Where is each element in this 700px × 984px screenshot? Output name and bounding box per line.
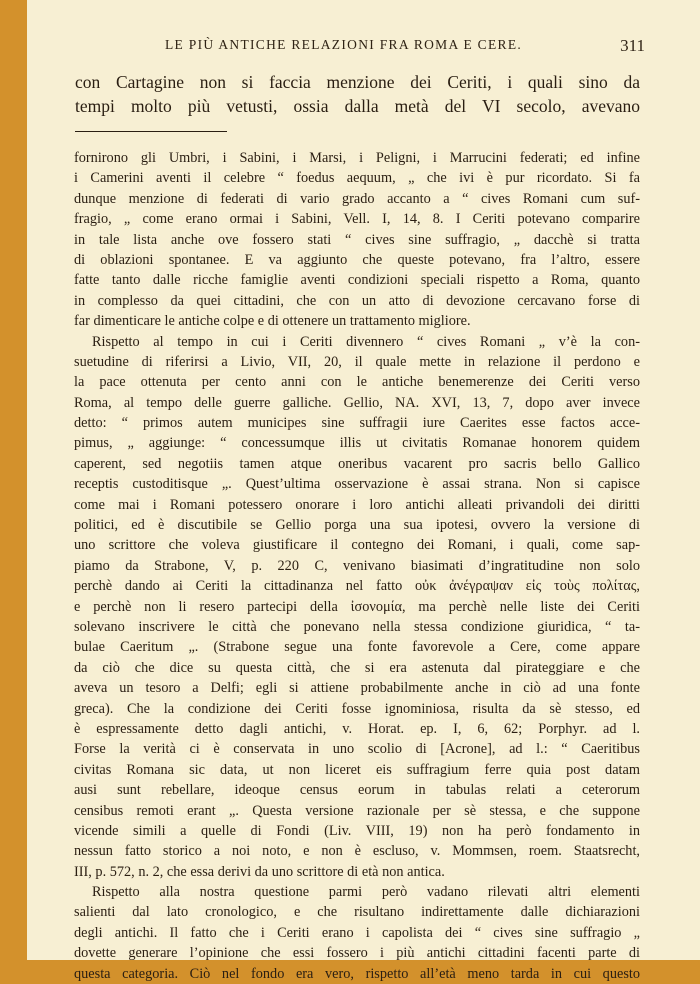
footnote-line: e perchè non li resero partecipi della ἰσονομία, ma perchè nelle liste dei Ceriti [74,598,640,615]
main-text-line: con Cartagine non si faccia menzione dei Ceriti, i quali sino da [75,72,640,92]
footnote-line: fatte tanto dalle ricche famiglie aventi condizioni speciali rispetto a Roma, quanto [74,272,640,289]
footnote-line: fragio, „ come erano ormai i Sabini, Vell. I, 14, 8. I Ceriti potevano comparire [74,211,640,228]
footnote-line: come mai i Romani potessero onorare i loro antichi alleati privandoli dei diritti [74,496,640,513]
main-text [75,70,640,118]
footnote-line: perchè dando ai Ceriti la cittadinanza nel fatto οὐκ ἀνέγραψαν εἰς τοὺς πολίτας, [74,578,640,595]
footnote-line: greca). Che la condizione dei Ceriti fosse ignominiosa, risulta da sè stesso, ed [74,700,640,717]
footnote-line: i Camerini aventi il celebre “ foedus aequum, „ che ivi è pur ricordato. Si fa [74,170,640,187]
footnote-line: politici, ed è discutibile se Gellio porga una sua ipotesi, ovvero la versione di [74,517,640,534]
main-text-line: tempi molto più vetusti, ossia dalla metà del VI secolo, avevano [75,96,640,116]
footnote-line: salienti dal lato cronologico, e che risultano indirettamente dalle dichiarazioni [74,904,640,921]
footnote-line: detto: “ primos autem municipes sine suffragii iure Caerites esse factos acce- [74,415,640,432]
footnote-line: Rispetto alla nostra questione parmi però vadano rilevati altri elementi [92,884,640,901]
footnote-separator [75,131,227,132]
footnote-line: caperent, sed negotiis tamen atque oneribus vacarent pro sacris bello Gallico [74,455,640,472]
footnote-line: Rispetto al tempo in cui i Ceriti divennero “ cives Romani „ v’è la con- [92,333,640,350]
footnote-line: suetudine di riferirsi a Livio, VII, 20, il quale mette in relazione il perdono e [74,353,640,370]
footnote-line: aveva un tesoro a Delfi; egli si attiene probabilmente anche in ciò ad una fonte [74,680,640,697]
footnote-line: ausi sunt rebellare, ideoque census eorum in tabulas relati a ceterorum [74,782,640,799]
footnote-line: questa categoria. Ciò nel fondo era vero, rispetto all’età meno tarda in cui questo [74,965,640,982]
footnote-line: da ciò che dice su questa città, che si era astenuta dal pirateggiare e che [74,659,640,676]
footnote-line: solevano inscrivere le città che ponevano nella stessa condizione giuridica, “ ta- [74,618,640,635]
footnote-line: vicende simili a quelle di Fondi (Liv. VIII, 19) non ha però fondamento in [74,822,640,839]
running-head [85,36,645,58]
footnote-line: piamo da Strabone, V, p. 220 C, venivano biasimati d’ingratitudine non solo [74,557,640,574]
footnote-line: Roma, al tempo delle guerre galliche. Gellio, NA. XVI, 13, 7, dopo aver invece [74,394,640,411]
footnote-line: dunque menzione di federati di vario grado accanto a “ cives Romani cum suf- [74,190,640,207]
footnote-line: nessun fatto storico a noi noto, e non è escluso, v. Mommsen, roem. Staatsrecht, [74,843,640,860]
footnote-line: in complesso da quei cittadini, che con un atto di devozione cercavano forse di [74,292,640,309]
footnote-line: bulae Caeritum „. (Strabone segue una fonte favorevole a Cere, come appare [74,639,640,656]
footnote-line: censibus remoti erant „. Questa versione razionale per sè stessa, e che suppone [74,802,640,819]
footnote-line: fornirono gli Umbri, i Sabini, i Marsi, i Peligni, i Marrucini federati; ed infine [74,150,640,166]
book-page [27,0,700,982]
footnote-line: far dimenticare le antiche colpe e di ottenere un trattamento migliore. [74,313,471,330]
footnote-line: receptis custoditisque „. Quest’ultima osservazione è assai strana. Non si capisce [74,476,640,493]
footnote-line: di oblazioni spontanee. E va aggiunto che queste potevano, fra l’altro, essere [74,251,640,268]
footnotes [74,148,640,984]
footnote-line: uno scrittore che voleva giustificare il contegno dei Romani, i quali, come sap- [74,537,640,554]
page-number: 311 [620,36,645,55]
running-title: LE PIÙ ANTICHE RELAZIONI FRA ROMA E CERE. [165,37,523,52]
footnote-line: dovette generare l’opinione che essi fossero i più antichi cittadini facenti parte di [74,945,640,962]
footnote-line: III, p. 572, n. 2, che essa derivi da uno scrittore di età non antica. [74,863,445,880]
footnote-line: è espressamente detto dagli antichi, v. Horat. ep. I, 6, 62; Porphyr. ad l. [74,720,640,737]
footnote-line: in tale lista anche ove fossero stati “ cives sine suffragio, „ dacchè si tratta [74,231,640,248]
footnote-line: pimus, „ aggiunge: “ concessumque illis ut civitatis Romanae honorem quidem [74,435,640,452]
footnote-line: la pace ottenuta per cento anni con le antiche benemerenze dei Ceriti verso [74,374,640,391]
footnote-line: degli antichi. Il fatto che i Ceriti erano i capolista dei “ cives sine suffragio „ [74,924,640,941]
footnote-line: civitas Romana sic data, ut non liceret eis suffragium ferre quia post datam [74,761,640,778]
footnote-line: Forse la verità ci è conservata in uno scolio di [Acrone], ad l.: “ Caeritibus [74,741,640,758]
